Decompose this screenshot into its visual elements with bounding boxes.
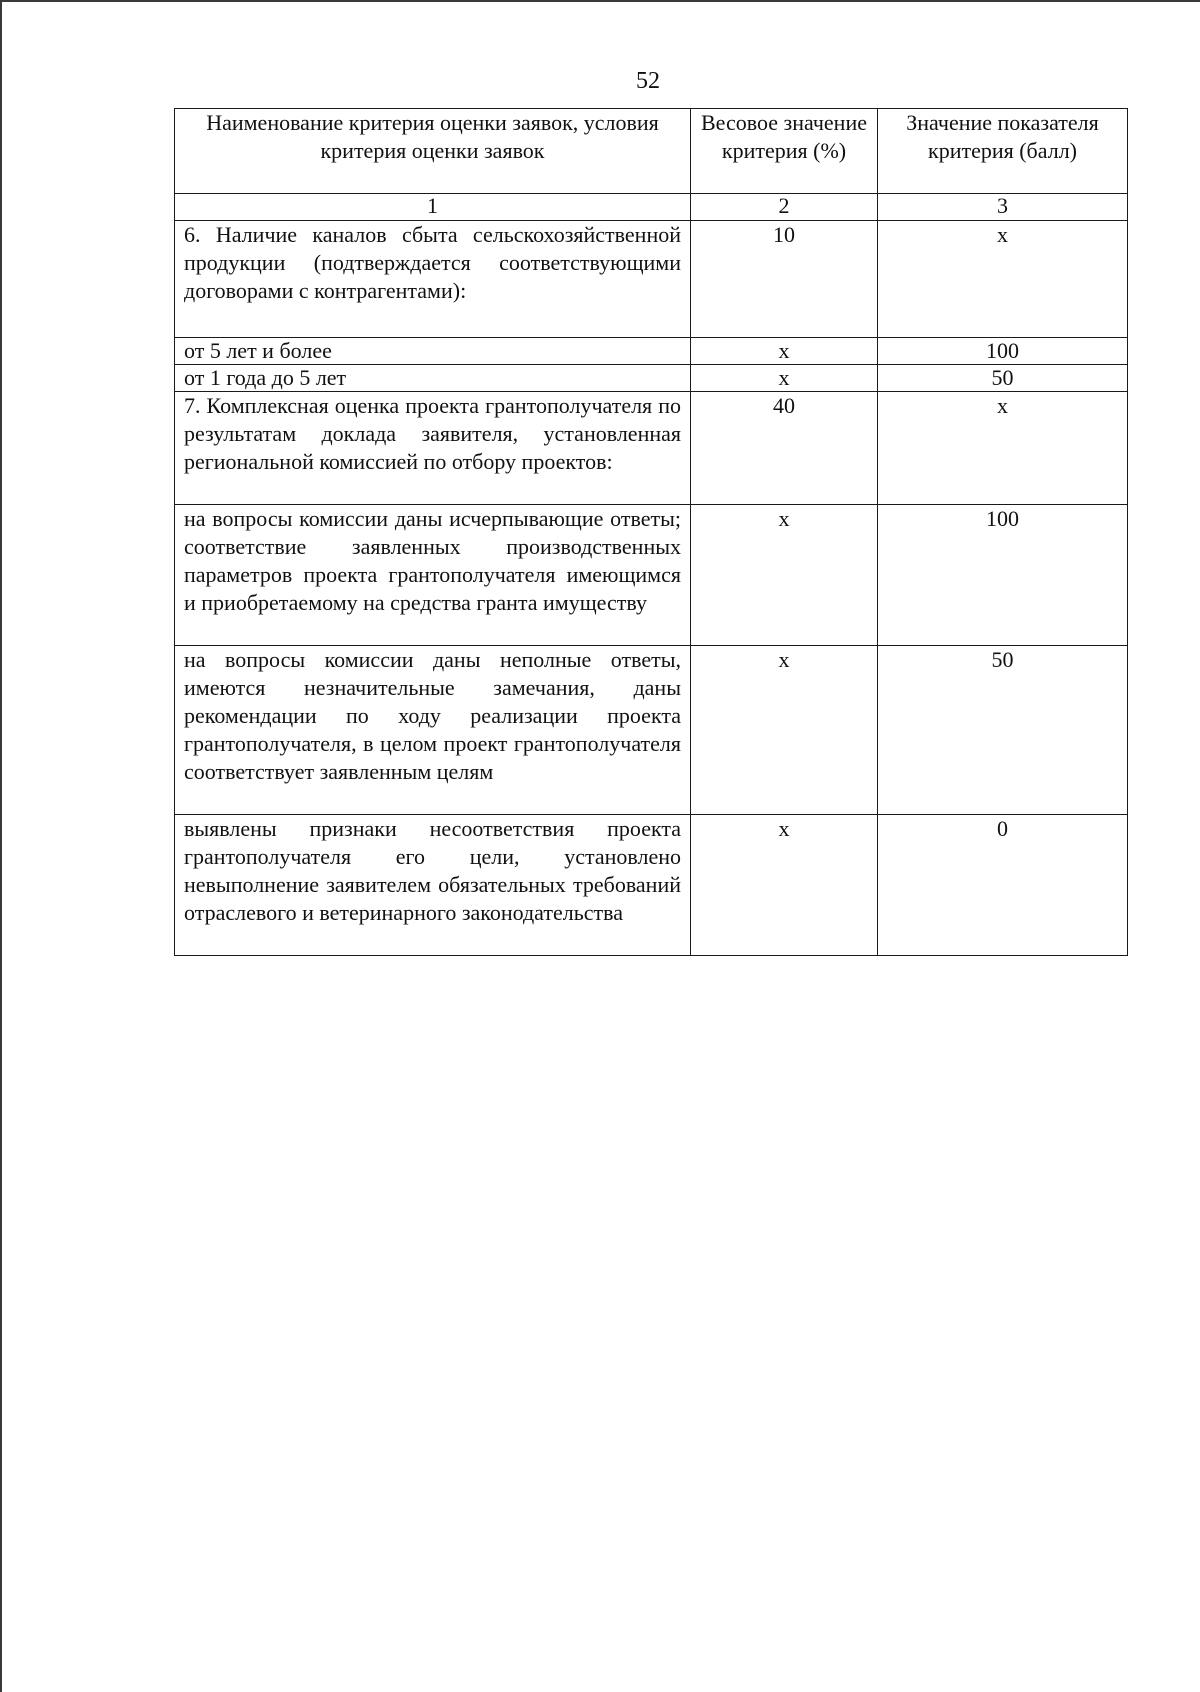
criterion-name: 6. Наличие каналов сбыта сельскохозяйственной продукции (подтверждается соответствующими договорами с контрагентами): bbox=[175, 221, 691, 338]
header-weight: Весовое значение критерия (%) bbox=[691, 109, 878, 194]
table-row bbox=[175, 365, 1128, 392]
column-number-row bbox=[175, 194, 1128, 221]
criterion-weight: 40 bbox=[691, 392, 878, 505]
table-row bbox=[175, 815, 1128, 956]
scan-border-top bbox=[0, 0, 1200, 2]
table-header-row bbox=[175, 109, 1128, 194]
table-row bbox=[175, 505, 1128, 646]
column-number: 2 bbox=[691, 194, 878, 221]
table-row bbox=[175, 392, 1128, 505]
criterion-name: на вопросы комиссии даны неполные ответы, имеются незначительные замечания, даны рекомендации по ходу реализации проекта грантополучателя, в целом проект грантополучателя соответствует заявленным целям bbox=[175, 646, 691, 815]
criterion-name: от 5 лет и более bbox=[175, 338, 691, 365]
criterion-score: 0 bbox=[878, 815, 1128, 956]
criteria-table bbox=[174, 108, 1128, 956]
criterion-score: х bbox=[878, 392, 1128, 505]
header-criterion-name: Наименование критерия оценки заявок, условия критерия оценки заявок bbox=[175, 109, 691, 194]
criterion-score: 100 bbox=[878, 505, 1128, 646]
header-score: Значение показателя критерия (балл) bbox=[878, 109, 1128, 194]
criterion-score: 50 bbox=[878, 646, 1128, 815]
criterion-name: от 1 года до 5 лет bbox=[175, 365, 691, 392]
page-number: 52 bbox=[636, 68, 660, 94]
criterion-weight: х bbox=[691, 505, 878, 646]
column-number: 1 bbox=[175, 194, 691, 221]
criterion-score: х bbox=[878, 221, 1128, 338]
criterion-score: 100 bbox=[878, 338, 1128, 365]
criterion-name: выявлены признаки несоответствия проекта грантополучателя его цели, установлено невыполнение заявителем обязательных требований отраслевого и ветеринарного законодательства bbox=[175, 815, 691, 956]
criterion-name: на вопросы комиссии даны исчерпывающие ответы; соответствие заявленных производственных параметров проекта грантополучателя имеющимся и приобретаемому на средства гранта имуществу bbox=[175, 505, 691, 646]
scan-border-left bbox=[0, 0, 2, 1692]
criterion-weight: х bbox=[691, 646, 878, 815]
table-row bbox=[175, 338, 1128, 365]
criterion-weight: х bbox=[691, 365, 878, 392]
criterion-name: 7. Комплексная оценка проекта грантополучателя по результатам доклада заявителя, установленная региональной комиссией по отбору проектов: bbox=[175, 392, 691, 505]
column-number: 3 bbox=[878, 194, 1128, 221]
table-row bbox=[175, 221, 1128, 338]
criterion-score: 50 bbox=[878, 365, 1128, 392]
table-row bbox=[175, 646, 1128, 815]
criterion-weight: х bbox=[691, 338, 878, 365]
criterion-weight: 10 bbox=[691, 221, 878, 338]
criterion-weight: х bbox=[691, 815, 878, 956]
